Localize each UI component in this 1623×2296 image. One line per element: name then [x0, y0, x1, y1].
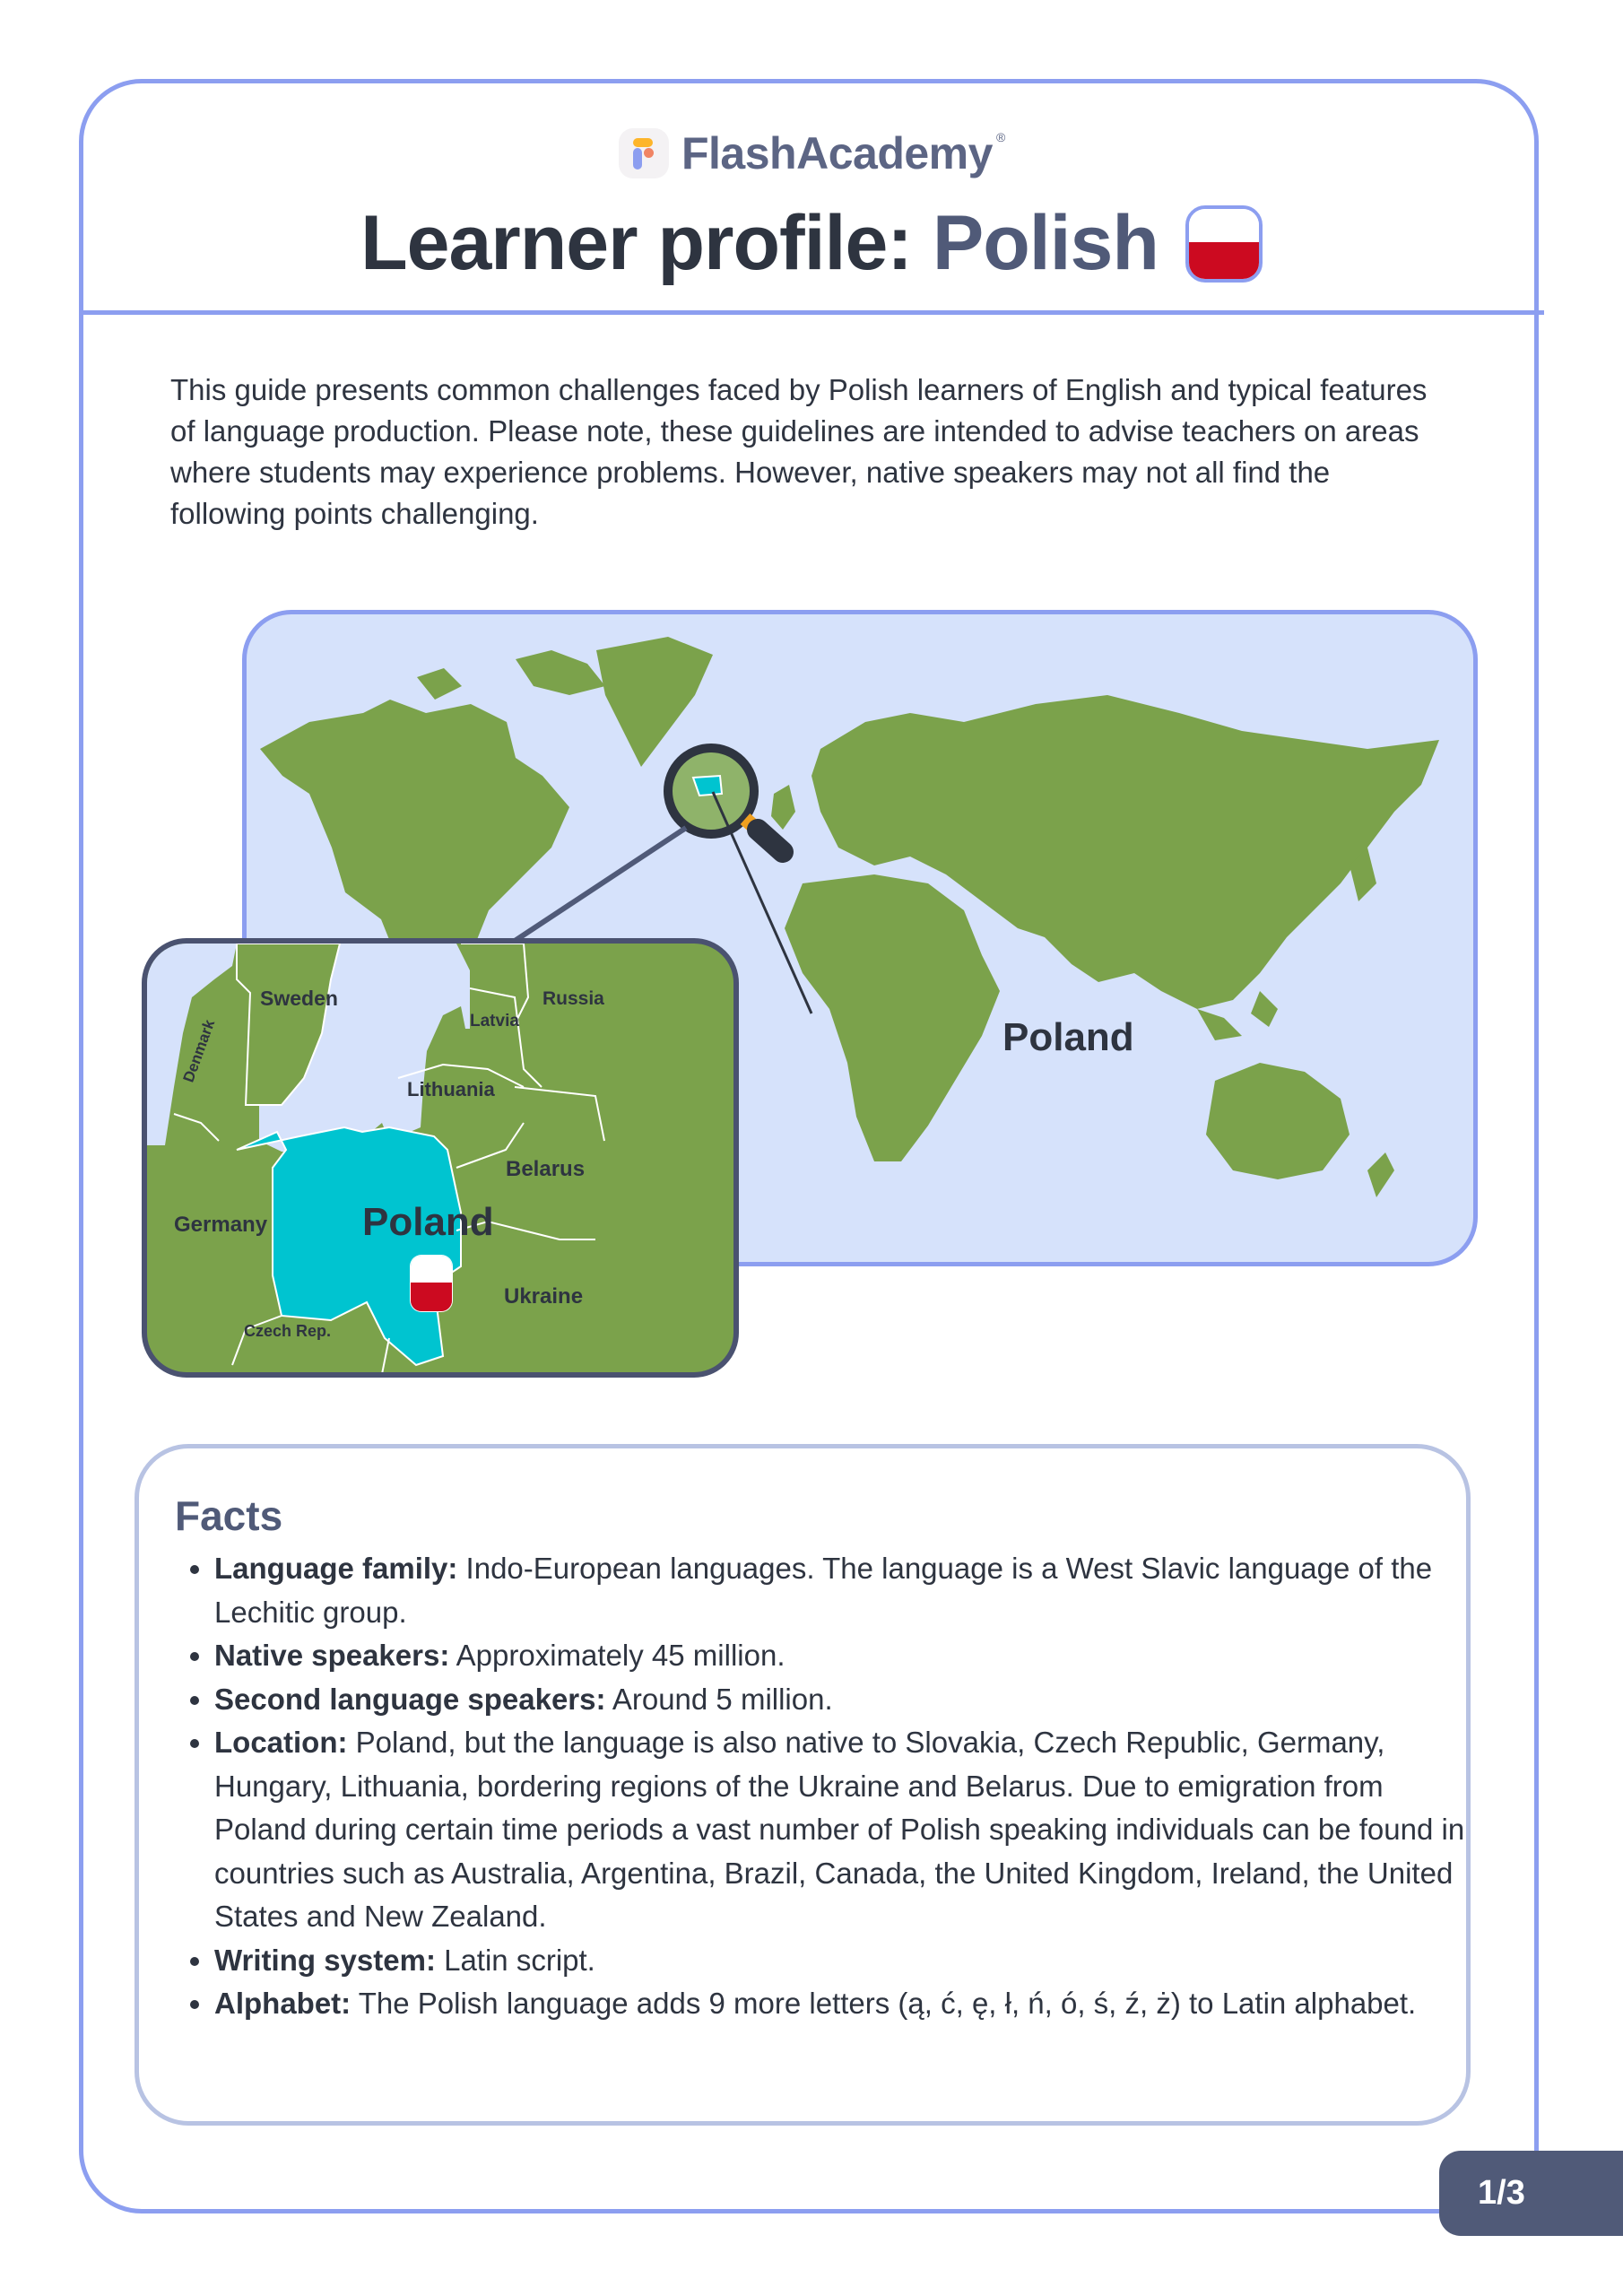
poland-flag-icon: [1185, 205, 1263, 283]
facts-list: [175, 1547, 1470, 2026]
label-latvia: Latvia: [470, 1012, 519, 1031]
label-belarus: Belarus: [506, 1157, 586, 1181]
label-czech: Czech Rep.: [244, 1322, 332, 1340]
world-map-poland-label: Poland: [1002, 1015, 1134, 1059]
page-title: [0, 199, 1623, 288]
label-germany: Germany: [174, 1213, 268, 1237]
fact-item: • Location: Poland, but the language is also native to Slovakia, Czech Republic, Germany, Hungary, Lithuania, bordering regions of the Ukraine and Belarus. Due to emigration from Poland during certain time periods a vast number of Polish speaking individuals can be found in countries such as Australia, Argentina, Brazil, Canada, the United Kingdom, Ireland, the United States and New Zealand.: [214, 1721, 1470, 1939]
brand-name: FlashAcademy: [681, 128, 993, 178]
label-ukraine: Ukraine: [504, 1284, 584, 1309]
inset-map-graphic: [147, 944, 739, 1378]
label-denmark: Denmark: [179, 1017, 219, 1085]
page-indicator: 1/3: [1439, 2151, 1623, 2236]
registered-mark: ®: [995, 130, 1006, 144]
fact-item: • Second language speakers: Around 5 million.: [214, 1678, 1470, 1722]
header-divider: [79, 310, 1544, 315]
label-lithuania: Lithuania: [407, 1078, 495, 1100]
fact-item: • Writing system: Latin script.: [214, 1939, 1470, 1983]
facts-heading: Facts: [175, 1492, 283, 1539]
fact-item: • Native speakers: Approximately 45 million.: [214, 1634, 1470, 1678]
brand-header: [619, 124, 1005, 183]
poland-flag-icon: [411, 1256, 452, 1311]
label-russia: Russia: [542, 988, 604, 1009]
label-poland: Poland: [362, 1200, 494, 1244]
facts-card: [135, 1444, 1471, 2126]
fact-item: • Alphabet: The Polish language adds 9 more letters (ą, ć, ę, ł, ń, ó, ś, ź, ż) to Latin alphabet.: [214, 1982, 1470, 2026]
title-language: Polish: [932, 200, 1159, 286]
flashacademy-logo-icon: [619, 128, 669, 178]
intro-paragraph: This guide presents common challenges faced by Polish learners of English and typical features of language production. Please note, these guidelines are intended to advise teachers on areas where students may experience problems. However, native speakers may not all find the following points challenging.: [170, 373, 1428, 530]
title-prefix: Learner profile:: [360, 200, 912, 286]
label-sweden: Sweden: [260, 987, 338, 1010]
fact-item: • Language family: Indo-European languages. The language is a West Slavic language of the Lechitic group.: [214, 1547, 1470, 1634]
inset-map: [142, 938, 739, 1378]
